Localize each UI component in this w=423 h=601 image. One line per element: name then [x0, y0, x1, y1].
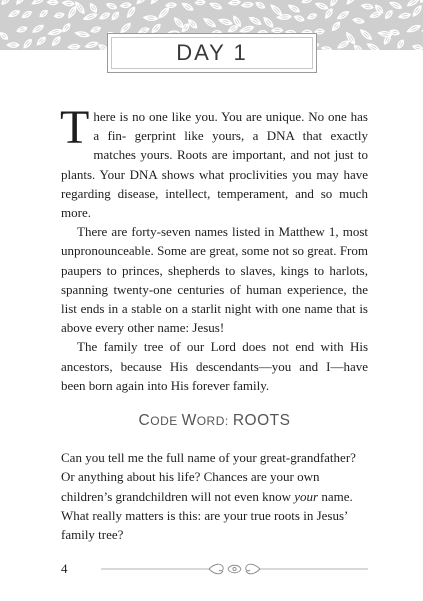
paragraph-1-rest: gerprint like yours, a DNA that exactly matches yours. Roots are important, and not just to plants. Your DNA shows what proclivities you may have regarding disease, intellect, temperament, and so much more.	[61, 128, 369, 221]
day-title-box	[107, 33, 317, 73]
ornamental-divider	[101, 561, 368, 577]
paragraph-2: There are forty-seven names listed in Matthew 1, most unpronounceable. Some are great, some not so great. From paupers to princes, shepherds to slaves, kings to harlots, spanning twenty-one centuries of human experience, the list ends in a stable on a starlit night with one name that is above every other name: Jesus!	[61, 224, 368, 336]
paragraph-3: The family tree of our Lord does not end with His ancestors, because His descendants—you and I—have been born again into His forever family.	[61, 339, 368, 393]
emphasis-your: your	[294, 488, 319, 504]
code-word-heading	[61, 411, 368, 431]
page-number: 4	[61, 561, 68, 576]
paragraph-1-first-line: here is no one like you. You are unique. No one has a fin-	[93, 109, 368, 144]
code-word-label: CODE WORD:	[138, 412, 229, 430]
devotional-text	[60, 101, 369, 544]
paragraph-1	[60, 101, 369, 222]
day-title: DAY 1	[176, 40, 248, 65]
code-word-value: ROOTS	[232, 412, 291, 430]
reflection-paragraph: Can you tell me the full name of your great-grandfather? Or anything about his life? Chances are your own children’s grandchildren will not even know your name. What really matters is this: are your true roots in Jesus’ family tree?	[61, 450, 356, 543]
drop-cap: T	[60, 101, 90, 154]
